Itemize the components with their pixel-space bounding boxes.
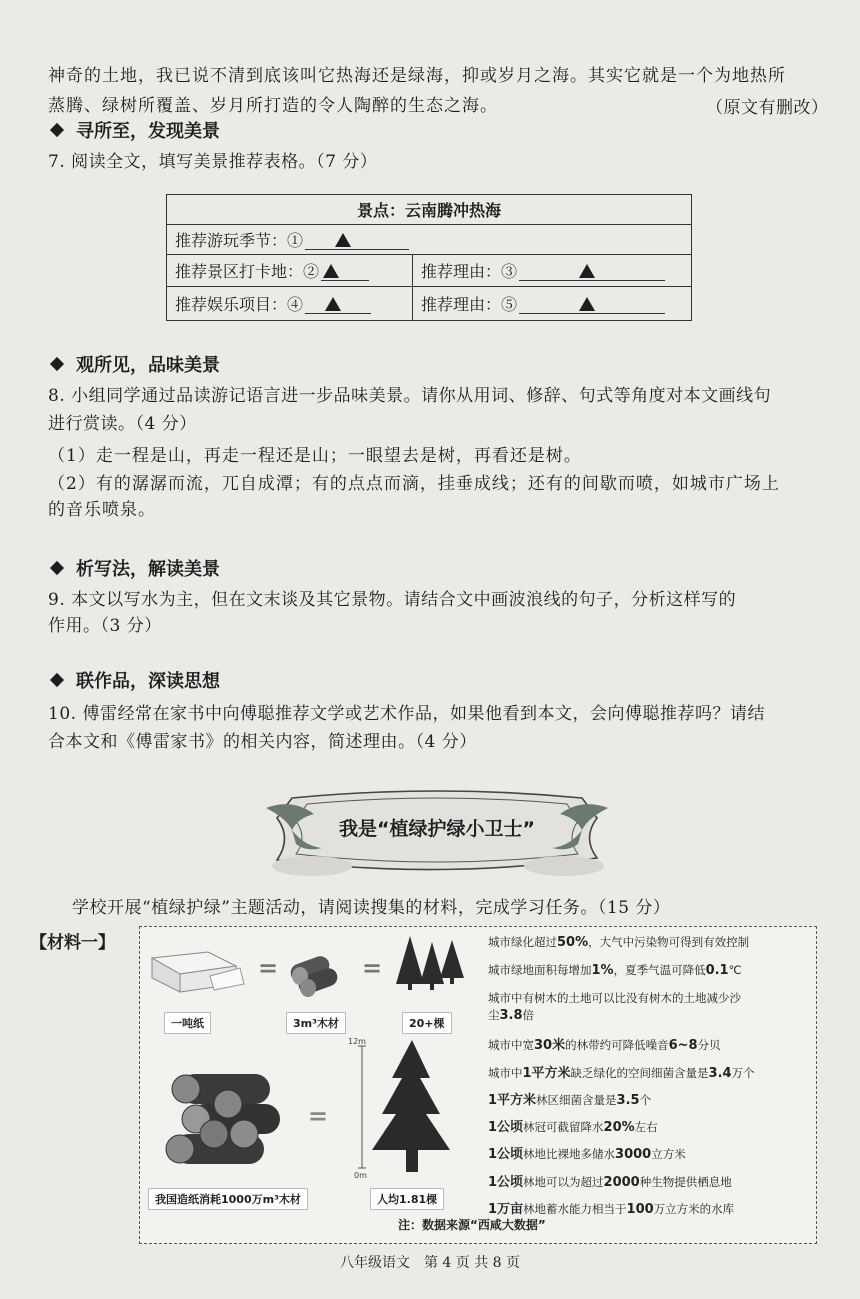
fact-text: 个 — [639, 1093, 652, 1107]
question-8-line-1: 8. 小组同学通过品读游记语言进一步品味美景。请你从用词、修辞、句式等角度对本文画线句 — [48, 386, 772, 406]
forest-icon — [396, 936, 464, 990]
fact-line — [488, 962, 742, 978]
fact-text: 立方米 — [651, 1147, 686, 1161]
fact-line — [488, 934, 749, 950]
fact-line — [488, 1171, 732, 1190]
fact-highlight: 50% — [557, 935, 589, 950]
fact-text: 种生物提供栖息地 — [639, 1175, 732, 1189]
fact-text: 的林带约可降低噪音 — [565, 1038, 669, 1052]
table-row-season — [167, 225, 691, 255]
fact-text: 城市绿化超过 — [488, 935, 557, 949]
caption-trees: 20+棵 — [402, 1012, 452, 1034]
answer-blank-2[interactable] — [321, 261, 369, 281]
fact-text: 城市中 — [488, 1066, 523, 1080]
fact-line — [488, 990, 741, 1006]
banner-title: 我是“植绿护绿小卫士” — [339, 818, 535, 840]
fact-text: 城市中有树木的土地可以比没有树木的土地减少沙 — [488, 991, 741, 1005]
fact-highlight: 20% — [603, 1120, 635, 1135]
question-9-line-2: 作用。（3 分） — [48, 616, 162, 636]
table-cell-reason-3: 推荐理由：③ — [413, 255, 665, 286]
question-7: 7. 阅读全文，填写美景推荐表格。（7 分） — [48, 152, 378, 172]
fact-line — [488, 1143, 686, 1162]
diamond-icon — [50, 561, 64, 575]
diamond-icon — [50, 123, 64, 137]
recommendation-table — [166, 194, 692, 321]
diamond-icon — [50, 673, 64, 687]
answer-blank-5[interactable] — [519, 294, 665, 314]
fact-text: 倍 — [522, 1008, 535, 1022]
tall-tree-icon — [372, 1040, 450, 1172]
fact-highlight: 100 — [626, 1202, 654, 1217]
answer-blank-4[interactable] — [305, 294, 371, 314]
page-footer: 八年级语文 第 4 页 共 8 页 — [339, 1255, 521, 1271]
table-row-activity — [167, 287, 691, 320]
triangle-icon — [579, 264, 595, 278]
fact-highlight: 3000 — [615, 1147, 652, 1162]
fact-text: 尘 — [488, 1008, 500, 1022]
fact-text: 万个 — [731, 1066, 755, 1080]
fact-highlight: 3.8 — [499, 1008, 523, 1023]
fact-text: ，大气中污染物可得到有效控制 — [588, 935, 750, 949]
fact-line — [488, 1116, 658, 1135]
triangle-icon — [335, 233, 351, 247]
fact-text: ℃ — [728, 963, 742, 977]
fact-text: 林冠可截留降水 — [523, 1120, 604, 1134]
section-heading-3: 析写法，解读美景 — [48, 558, 220, 582]
fact-highlight: 6~8 — [668, 1038, 698, 1053]
fact-text: 城市绿地面积每增加 — [488, 963, 592, 977]
caption-paper: 一吨纸 — [164, 1012, 211, 1034]
fact-highlight: 30米 — [534, 1038, 566, 1053]
diamond-icon — [50, 357, 64, 371]
section-heading-1: 寻所至，发现美景 — [48, 120, 220, 144]
table-title: 景点：云南腾冲热海 — [356, 201, 501, 220]
table-cell-spot: 推荐景区打卡地：② — [167, 255, 413, 286]
fact-line — [488, 1034, 721, 1053]
passage-line-2: 蒸腾、绿树所覆盖、岁月所打造的令人陶醉的生态之海。 — [48, 96, 498, 116]
question-9-line-1: 9. 本文以写水为主，但在文末谈及其它景物。请结合文中画波浪线的句子，分析这样写的 — [48, 590, 737, 610]
question-8-item-2-line-1: （2）有的潺潺而流，兀自成潭；有的点点而滴，挂垂成线；还有的间歇而喷，如城市广场上 — [48, 474, 780, 494]
fact-text: 缺乏绿化的空间细菌含量是 — [570, 1066, 709, 1080]
passage-line-1: 神奇的土地，我已说不清到底该叫它热海还是绿海，抑或岁月之海。其实它就是一个为地热所 — [48, 66, 786, 86]
caption-per-capita-trees: 人均1.81棵 — [370, 1188, 444, 1210]
material-label: 【材料一】 — [30, 933, 115, 953]
fact-line — [488, 1198, 734, 1217]
fact-highlight: 1公顷 — [488, 1175, 524, 1190]
answer-blank-3[interactable] — [519, 261, 665, 281]
svg-text:=: = — [362, 954, 383, 982]
question-8-item-2-line-2: 的音乐喷泉。 — [48, 500, 156, 520]
fact-text: 林地蓄水能力相当于 — [523, 1202, 627, 1216]
table-cell-season: 推荐游玩季节：① — [167, 225, 409, 254]
fact-highlight: 3.4 — [708, 1066, 732, 1081]
triangle-icon — [579, 297, 595, 311]
answer-blank-1[interactable] — [305, 230, 409, 250]
fact-highlight: 1公顷 — [488, 1120, 524, 1135]
table-cell-reason-5: 推荐理由：⑤ — [413, 287, 665, 320]
section-heading-2: 观所见，品味美景 — [48, 354, 220, 378]
fact-highlight: 1平方米 — [488, 1093, 537, 1108]
fact-text: ，夏季气温可降低 — [613, 963, 706, 977]
caption-wood: 3m³木材 — [286, 1012, 346, 1034]
table-cell-activity: 推荐娱乐项目：④ — [167, 287, 413, 320]
data-source-note: 注：数据来源“西咸大数据” — [398, 1218, 546, 1232]
fact-highlight: 3.5 — [616, 1093, 640, 1108]
fact-line — [488, 1007, 534, 1023]
triangle-icon — [323, 264, 339, 278]
table-row-spot — [167, 255, 691, 287]
question-10-line-1: 10. 傅雷经常在家书中向傅聪推荐文学或艺术作品，如果他看到本文，会向傅聪推荐吗？请结 — [48, 704, 765, 724]
section-heading-4: 联作品，深读思想 — [48, 670, 220, 694]
paper-ream-icon — [152, 952, 244, 992]
svg-text:=: = — [308, 1102, 329, 1130]
fact-text: 林地比裸地多储水 — [523, 1147, 616, 1161]
caption-paper-consumption: 我国造纸消耗1000万m³木材 — [148, 1188, 308, 1210]
question-10-line-2: 合本文和《傅雷家书》的相关内容，简述理由。（4 分） — [48, 732, 477, 752]
passage-note: （原文有删改） — [706, 98, 829, 118]
table-title-row — [167, 195, 691, 225]
fact-text: 万立方米的水库 — [653, 1202, 735, 1216]
activity-banner — [252, 788, 622, 880]
intro-text: 学校开展“植绿护绿”主题活动，请阅读搜集的材料，完成学习任务。（15 分） — [72, 898, 671, 918]
question-8-item-1: （1）走一程是山，再走一程还是山；一眼望去是树，再看还是树。 — [48, 446, 582, 466]
fact-line — [488, 1089, 651, 1108]
fact-text: 林地可以为超过 — [523, 1175, 604, 1189]
fact-highlight: 1万亩 — [488, 1202, 524, 1217]
svg-text:=: = — [258, 954, 279, 982]
question-8-line-2: 进行赏读。（4 分） — [48, 414, 197, 434]
logs-icon — [288, 954, 340, 997]
scale-top-label: 12m — [348, 1037, 366, 1046]
fact-highlight: 1公顷 — [488, 1147, 524, 1162]
fact-line — [488, 1062, 755, 1081]
fact-highlight: 1% — [591, 963, 614, 978]
fact-highlight: 2000 — [603, 1175, 640, 1190]
scale-bottom-label: 0m — [354, 1171, 367, 1180]
fact-text: 左右 — [634, 1120, 658, 1134]
fact-text: 分贝 — [697, 1038, 721, 1052]
triangle-icon — [325, 297, 341, 311]
fact-text: 城市中宽 — [488, 1038, 534, 1052]
fact-text: 林区细菌含量是 — [536, 1093, 617, 1107]
log-pile-icon — [166, 1074, 280, 1164]
fact-highlight: 0.1 — [705, 963, 729, 978]
fact-highlight: 1平方米 — [522, 1066, 571, 1081]
